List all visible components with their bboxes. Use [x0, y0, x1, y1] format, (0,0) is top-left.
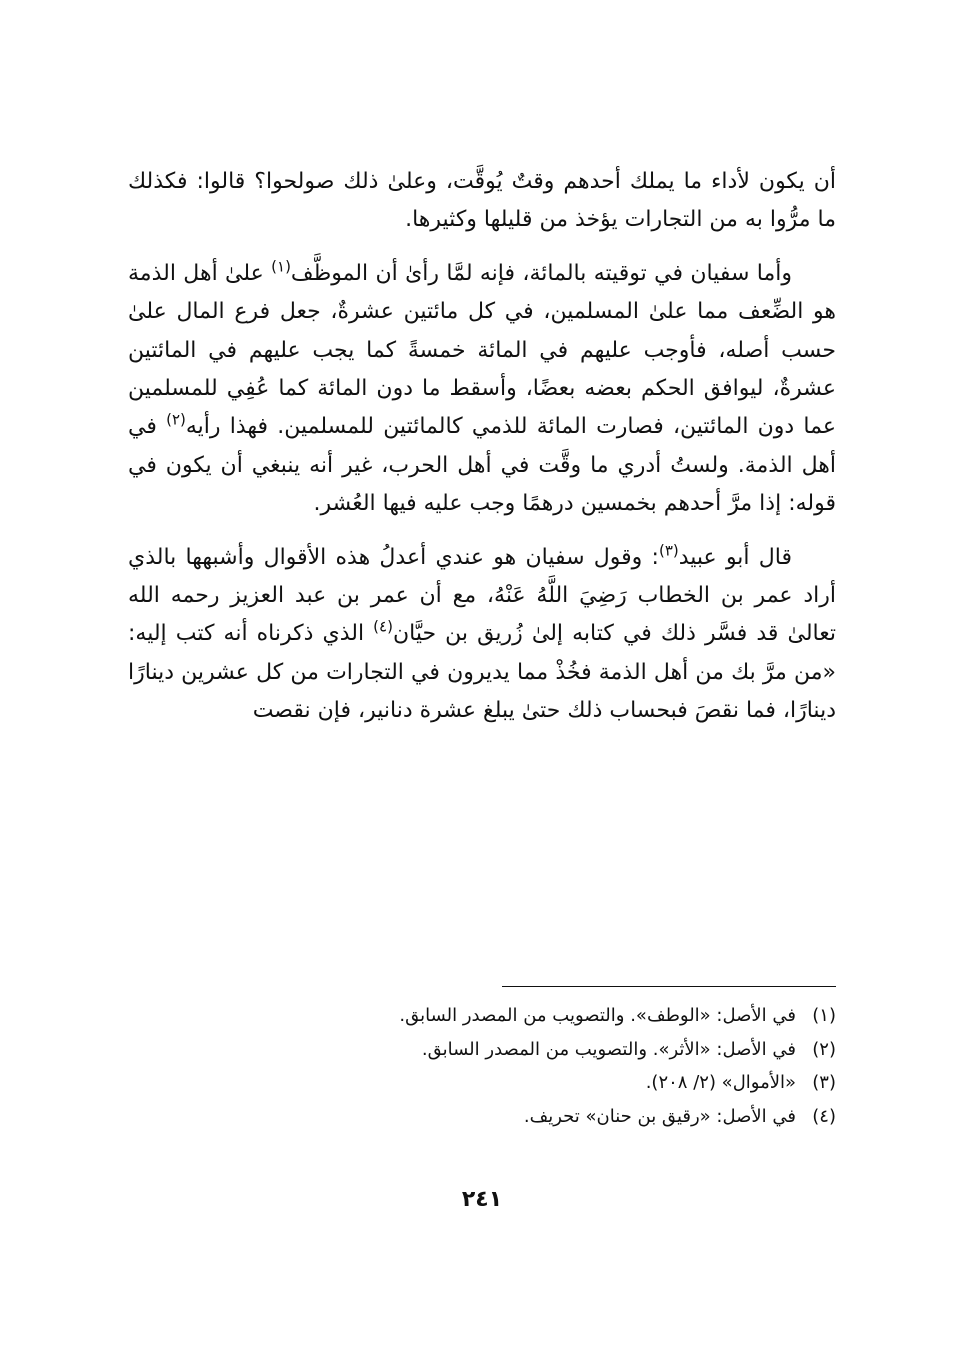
page-number: ٢٤١ [461, 1187, 503, 1212]
footnote-text: في الأصل: «الوطف». والتصويب من المصدر السابق. [399, 1005, 796, 1026]
paragraph-text: في أهل الذمة. ولستُ أدري ما وقَّت في أهل الحرب، غير أنه ينبغي أن يكون في قوله: إذا مرَّ أحدهم بخمسين درهمًا وجب عليه فيها العُشر. [128, 414, 836, 517]
footnote-2 [128, 1034, 836, 1066]
footnote-number: (٣) [812, 1072, 836, 1094]
paragraph-text: قال أبو عبيد [678, 544, 793, 570]
footnote-4 [128, 1101, 836, 1133]
paragraph-text: أن يكون لأداء ما يملك أحدهم وقتٌ يُوقَّت، وعلىٰ ذلك صولحوا؟ قالوا: فكذلك ما مرُّوا به من التجارات يؤخذ من قليلها وكثيرها. [128, 169, 836, 233]
paragraph-1 [128, 163, 836, 240]
footnote-ref-2[interactable]: (٢) [166, 411, 186, 430]
footnote-number: (١) [812, 1005, 836, 1026]
footnote-text: في الأصل: «الأثر». والتصويب من المصدر السابق. [421, 1038, 796, 1060]
paragraph-2 [128, 255, 836, 524]
footnote-ref-1[interactable]: (١) [271, 257, 291, 276]
paragraph-text: علىٰ أهل الذمة هو الضِّعف مما علىٰ المسلمين، في كل مائتين عشرةٌ، جعل فرع المال علىٰ حسب أصله، فأوجب عليهم في المائة خمسةً كما يجب عليهم في المائتين عشرةٌ، ليوافق الحكم بعضه بعضًا، وأسقط ما دون المائة كما عُفِي للمسلمين عما دون المائتين، فصارت المائة للذمي كالمائتين للمسلمين. فهذا رأيه [128, 260, 836, 440]
footnote-number: (٢) [812, 1038, 836, 1060]
footnote-1 [128, 1000, 836, 1032]
footnote-text: في الأصل: «رقيق بن حنان» تحريف. [523, 1106, 796, 1128]
paragraph-text: وأما سفيان في توقيته بالمائة، فإنه لمَّا رأىٰ أن الموظَّف [290, 260, 792, 286]
footnote-number: (٤) [812, 1106, 836, 1128]
paragraph-text: الذي ذكرناه أنه كتب إليه: «من مرَّ بك من أهل الذمة فخُذْ مما يديرون في التجارات من كل عشرين دينارًا دينارًا، فما نقصَ فبحساب ذلك حتىٰ يبلغ عشرة دنانير، فإن نقصت [128, 621, 836, 724]
main-text [128, 163, 836, 731]
footnote-ref-3[interactable]: (٣) [658, 541, 679, 560]
paragraph-text: : وقول سفيان هو عندي أعدلُ هذه الأقوال وأشبهها بالذي أراد عمر بن الخطاب رَضِيَ اللَّهُ عَنْهُ، مع أن عمر بن عبد العزيز رحمه الله تعالىٰ قد فسَّر ذلك في كتابه إلىٰ زُريق بن حيَّان [128, 544, 836, 647]
footnotes [128, 1000, 836, 1135]
footnote-ref-4[interactable]: (٤) [373, 618, 393, 637]
footnote-separator [502, 986, 836, 987]
footnote-3 [128, 1067, 836, 1099]
footnote-text: «الأموال» (٢/ ٢٠٨). [645, 1072, 796, 1094]
paragraph-3 [128, 539, 836, 731]
